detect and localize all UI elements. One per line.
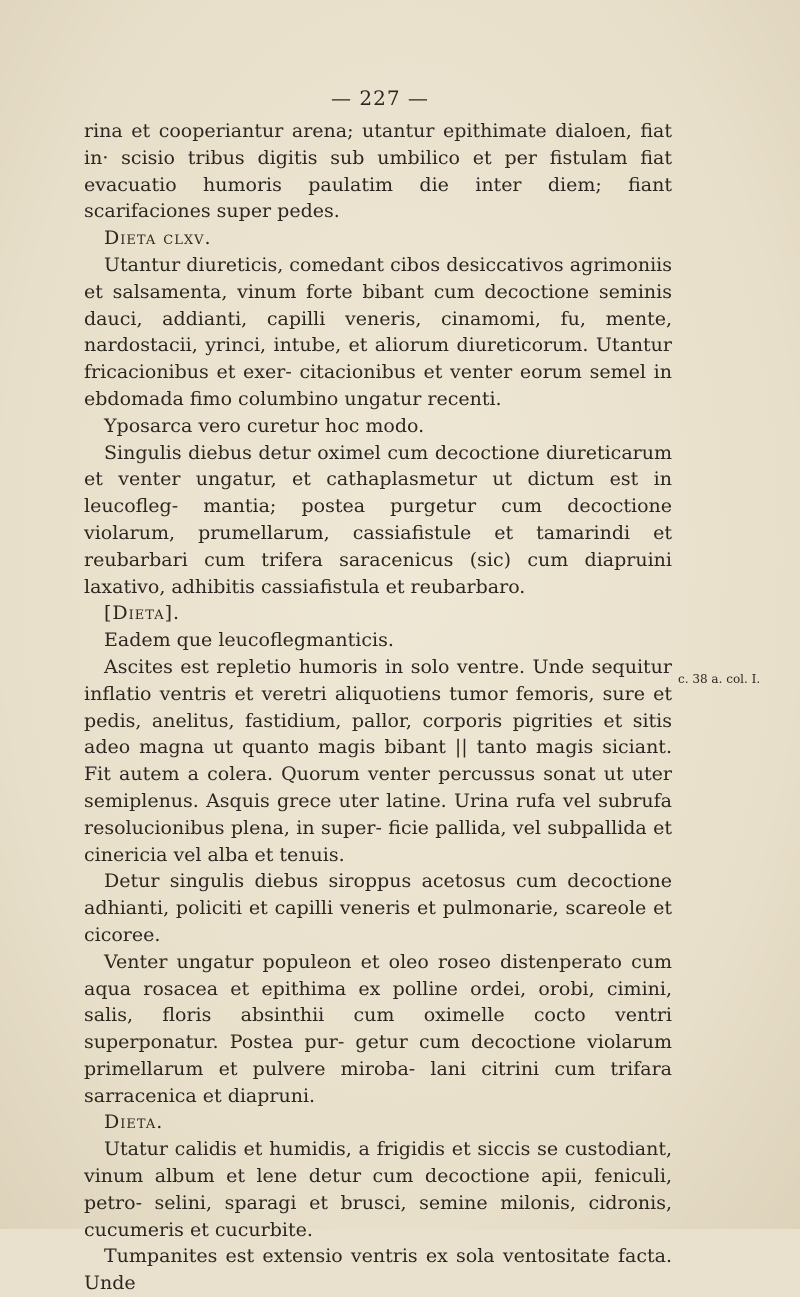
paragraph: Utatur calidis et humidis, a frigidis et siccis se custodiant, vinum album et lene detur cum decoctione apii, feniculi, petro- selini, sparagi et brusci, semine milonis, cidronis, cucumeris et cucurbite. [84,1138,672,1241]
section-heading: [Dieta]. [104,602,181,625]
paragraph: Utantur diureticis, comedant cibos desiccativos agrimoniis et salsamenta, vinum forte bibant cum decoctione seminis dauci, addianti, capilli veneris, cinamomi, fu, mente, nardostacii, yrinci, intube, et aliorum diureticorum. Utantur fricacionibus et exer- citacionibus et venter eorum semel in ebdomada fimo columbino ungatur recenti. [84,253,672,410]
marginal-note: c. 38 a. col. I. [678,672,761,686]
section-heading: Dieta. [104,1111,164,1134]
paragraph: Venter ungatur populeon et oleo roseo distenperato cum aqua rosacea et epithima ex polline ordei, orobi, cimini, salis, floris absinthii cum oximelle cocto ventri superponatur. Postea pur- getur cum decoctione violarum primellarum et pulvere miroba- lani citrini cum trifara sarracenica et diapruni. [84,950,672,1107]
section-heading: Dieta clxv. [104,227,212,250]
body-text [84,118,672,1297]
paragraph: Singulis diebus detur oximel cum decoctione diureticarum et venter ungatur, et cathaplasmetur ut dictum est in leucofleg- mantia; postea purgetur cum decoctione violarum, prumellarum, cassiafistule et tamarindi et reubarbari cum trifera saracenicus (sic) cum diapruini laxativo, adhibitis cassiafistula et reubarbaro. [84,441,672,598]
paragraph: Ascites est repletio humoris in solo ventre. Unde sequitur inflatio ventris et veretri aliquotiens tumor femoris, sure et pedis, anelitus, fastidium, pallor, corporis pigrities et sitis adeo magna ut quanto magis bibant || tanto magis siciant. Fit autem a colera. Quorum venter percussus sonat ut uter semiplenus. Asquis grece uter latine. Urina rufa vel subrufa resolucionibus plena, in super- ficie pallida, vel subpallida et cinericia vel alba et tenuis. [84,655,672,866]
page-number: — 227 — [331,86,429,110]
paragraph: Detur singulis diebus siroppus acetosus cum decoctione adhianti, policiti et capilli veneris et pulmonarie, scareole et cicoree. [84,870,672,946]
paragraph: Yposarca vero curetur hoc modo. [104,414,425,437]
paragraph: rina et cooperiantur arena; utantur epithimate dialoen, fiat in· scisio tribus digitis sub umbilico et per fistulam fiat evacuatio humoris paulatim die inter diem; fiant scarifaciones super pedes. [84,120,672,223]
paragraph: Tumpanites est extensio ventris ex sola ventositate facta. Unde [84,1245,672,1295]
paragraph: Eadem que leucoflegmanticis. [104,629,394,652]
